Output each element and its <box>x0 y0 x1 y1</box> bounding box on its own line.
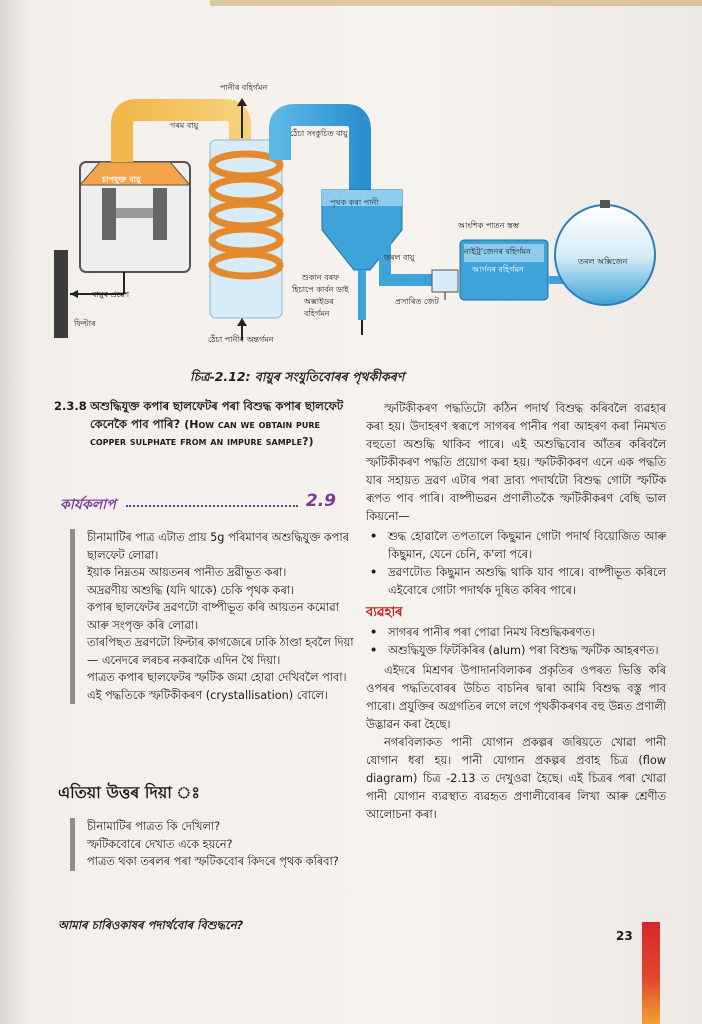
activity-line: কপাৰ ছালফেটৰ দ্ৰৱণটো বাষ্পীভূত কৰি আয়তন কমোৱা আৰু সংপৃক্ত কৰি লোৱা। <box>87 601 339 632</box>
list-item: • সাগৰৰ পানীৰ পৰা পোৱা নিমখ বিশুদ্ধিকৰণত। <box>388 624 666 642</box>
label-dry-ice-3: অক্সাইডৰ <box>304 297 334 306</box>
answer-heading: এতিয়া উত্তৰ দিয়া ঃ <box>58 783 200 802</box>
question-item: স্ফটিকবোৰে দেখাত একে হয়নে? <box>87 837 233 851</box>
section-title-english: (How can we obtain pure copper sulphate from an impure sample?) <box>90 417 321 449</box>
activity-header <box>60 493 336 515</box>
label-fractional-column: আংশিক পাতন স্তম্ভ <box>458 221 520 230</box>
label-dry-ice-4: বহিৰ্গমন <box>304 309 330 318</box>
section-number: 2.3.8 <box>54 399 87 413</box>
filter-block <box>54 250 68 338</box>
right-column <box>366 400 666 824</box>
paragraph-crystallisation: স্ফটিকীকৰণ পদ্ধতিটো কঠিন পদাৰ্থ বিশুদ্ধ কৰিবলৈ ব্যৱহাৰ কৰা হয়। উদাহৰণ স্বৰূপে সাগৰৰ পানীৰ পৰা আহৰণ কৰা নিমখত বহুতো অশুদ্ধি থাকিব পাৰে। এই অশুদ্ধিবোৰ আঁতৰ কৰিবলৈ স্ফটিকীকৰণ পদ্ধতি প্ৰয়োগ কৰা হয়। স্ফটিকীকৰণ এনে এক পদ্ধতি যাৰ সহায়ত দ্ৰৱণ এটাৰ পৰা দ্ৰাব্য পদাৰ্থটো বিশুদ্ধ গোটা স্ফটিক ৰূপত পাব পাৰি। বাষ্পীভৱন প্ৰণালীতকৈ স্ফটিকীকৰণ বেছি ভাল কিয়নো— <box>366 402 666 523</box>
label-separated-water: পৃথক কৰা পানী <box>330 198 379 207</box>
activity-line: চীনামাটিৰ পাত্ৰ এটাত প্ৰায় 5g পৰিমাণৰ অশুদ্ধিযুক্ত কপাৰ ছালফেট লোৱা। <box>87 531 349 562</box>
list-item: • অশুদ্ধিযুক্ত ফিটকিৰিৰ (alum) পৰা বিশুদ্ধ স্ফটিক আহৰণত। <box>388 642 666 660</box>
activity-number: 2.9 <box>305 491 336 511</box>
label-liquid-oxygen: তৰল অক্সিজেন <box>578 257 628 266</box>
compressor-shaft <box>116 208 153 218</box>
paragraph-separation: এইদৰে মিশ্ৰণৰ উপাদানবিলাকৰ প্ৰকৃতিৰ ওপৰত ভিত্তি কৰি ওপৰৰ পদ্ধতিবোৰৰ উচিত বাচনিৰ দ্বাৰা আমি বিশুদ্ধ বস্তু পাব পাৰো। প্ৰযুক্তিৰ অগ্ৰগতিৰ লগে লগে পৃথকীকৰণৰ বহু উন্নত প্ৰণালী উদ্ভাৱন কৰা হৈছে। <box>366 664 666 731</box>
questions-box <box>70 818 357 871</box>
reasons-list <box>366 528 666 600</box>
label-hot-air: গৰম বায়ু <box>170 121 199 130</box>
diagram-drawing <box>40 70 680 355</box>
label-air-intake: বায়ুৰ প্ৰৱেশ <box>92 290 130 299</box>
label-compressed-air: চাপযুক্ত বায়ু <box>102 175 141 184</box>
list-item: • দ্ৰৱণটোত কিছুমান অশুদ্ধি থাকি যাব পাৰে। বাষ্পীভূত কৰিলে এইবোৰে গোটা পদাৰ্থক দূষিত কৰিব পাৰে। <box>388 564 666 600</box>
air-separation-diagram <box>40 70 680 355</box>
page-edge-color-bar <box>642 922 660 1024</box>
activity-line: অদ্ৰৱণীয় অশুদ্ধি (যদি থাকে) চেকি পৃথক কৰা। <box>87 583 294 597</box>
paragraph-water-supply: নগৰবিলাকত পানী যোগান প্ৰকল্পৰ জৰিয়তে খোৱা পানী যোগান ধৰা হয়। পানী যোগান প্ৰকল্পৰ প্ৰবাহ চিত্ৰ (flow diagram) চিত্ৰ -2.13 ত দেখুওৱা হৈছে। এই চিত্ৰৰ পৰা খোৱা পানী যোগান ব্যৱস্থাত ব্যৱহৃত প্ৰণালীবোৰৰ লিখা আৰু শ্ৰেণীত আলোচনা কৰা। <box>366 736 666 821</box>
label-dry-ice-1: শুকান বৰফ <box>302 273 339 282</box>
expansion-jet <box>432 270 458 292</box>
question-item: পাত্ৰত থকা তৰলৰ পৰা স্ফটিকবোৰ কিদৰে পৃথক কৰিবা? <box>87 855 339 868</box>
activity-line: ইয়াক নিম্নতম আয়তনৰ পানীত দ্ৰৱীভূত কৰা। <box>87 566 287 579</box>
label-cold-water-in: ঠেঁচা পানীৰ অন্তৰ্গমন <box>208 335 274 344</box>
section-heading <box>54 398 358 451</box>
oxygen-tank <box>555 205 655 305</box>
activity-line: পাত্ৰত কপাৰ ছালফেটৰ স্ফটিক জমা হোৱা দেখিবলৈ পাবা। <box>87 671 347 684</box>
activity-line: এই পদ্ধতিকে স্ফটিকীকৰণ (crystallisation) বোলে। <box>87 688 328 702</box>
activity-line: তাৰপিছত দ্ৰৱণটো ফিল্টাৰ কাগজেৰে ঢাকি ঠাণ্ডা হবলৈ দিয়া— এনেদৰে লৰচৰ নকৰাকৈ এদিন থৈ দিয়া। <box>87 636 354 667</box>
section-title: অশুদ্ধিযুক্ত কপাৰ ছালফেটৰ পৰা বিশুদ্ধ কপাৰ ছালফেট কেনেকৈ পাব পাৰি? <box>90 399 344 431</box>
label-argon-out: আৰ্গনৰ বহিৰ্গমন <box>472 265 524 274</box>
uses-heading: ব্যৱহাৰ <box>366 605 403 620</box>
list-item: • শুদ্ধ হোৱালৈ তপতালে কিছুমান গোটা পদাৰ্থ বিয়োজিত আৰু কিছুমান, যেনে চেনি, ক'লা পৰে। <box>388 528 666 564</box>
label-water-out: পানীৰ বহিৰ্গমন <box>220 83 268 92</box>
label-filter: ফিল্টাৰ <box>74 319 96 328</box>
activity-dots <box>126 505 298 507</box>
figure-caption: চিত্ৰ-2.12: বায়ুৰ সংযুতিবোৰৰ পৃথকীকৰণ <box>190 369 405 384</box>
label-expansion-jet: প্ৰসাৰিত জেট <box>395 297 439 306</box>
page-number: 23 <box>616 929 633 943</box>
compressor-piston-right <box>153 188 167 240</box>
activity-label: কাৰ্যকলাপ <box>60 497 116 513</box>
label-liquid-air: তৰল বায়ু <box>384 253 415 262</box>
page-footer-question: আমাৰ চাৰিওকাষৰ পদাৰ্থবোৰ বিশুদ্ধনে? <box>58 918 244 932</box>
top-edge-strip <box>210 0 702 6</box>
uses-list <box>366 624 666 660</box>
question-item: চীনামাটিৰ পাত্ৰত কি দেখিলা? <box>87 820 221 833</box>
activity-box <box>70 529 357 704</box>
label-cooled-air: ঠেঁচা সংকুচিত বায়ু <box>290 129 348 138</box>
label-dry-ice-2: হিচাপে কাৰ্বন ডাই <box>292 285 349 294</box>
label-nitrogen-out: নাইট্ৰ'জেনৰ বহিৰ্গমন <box>464 247 531 256</box>
compressor-piston-left <box>102 188 116 240</box>
